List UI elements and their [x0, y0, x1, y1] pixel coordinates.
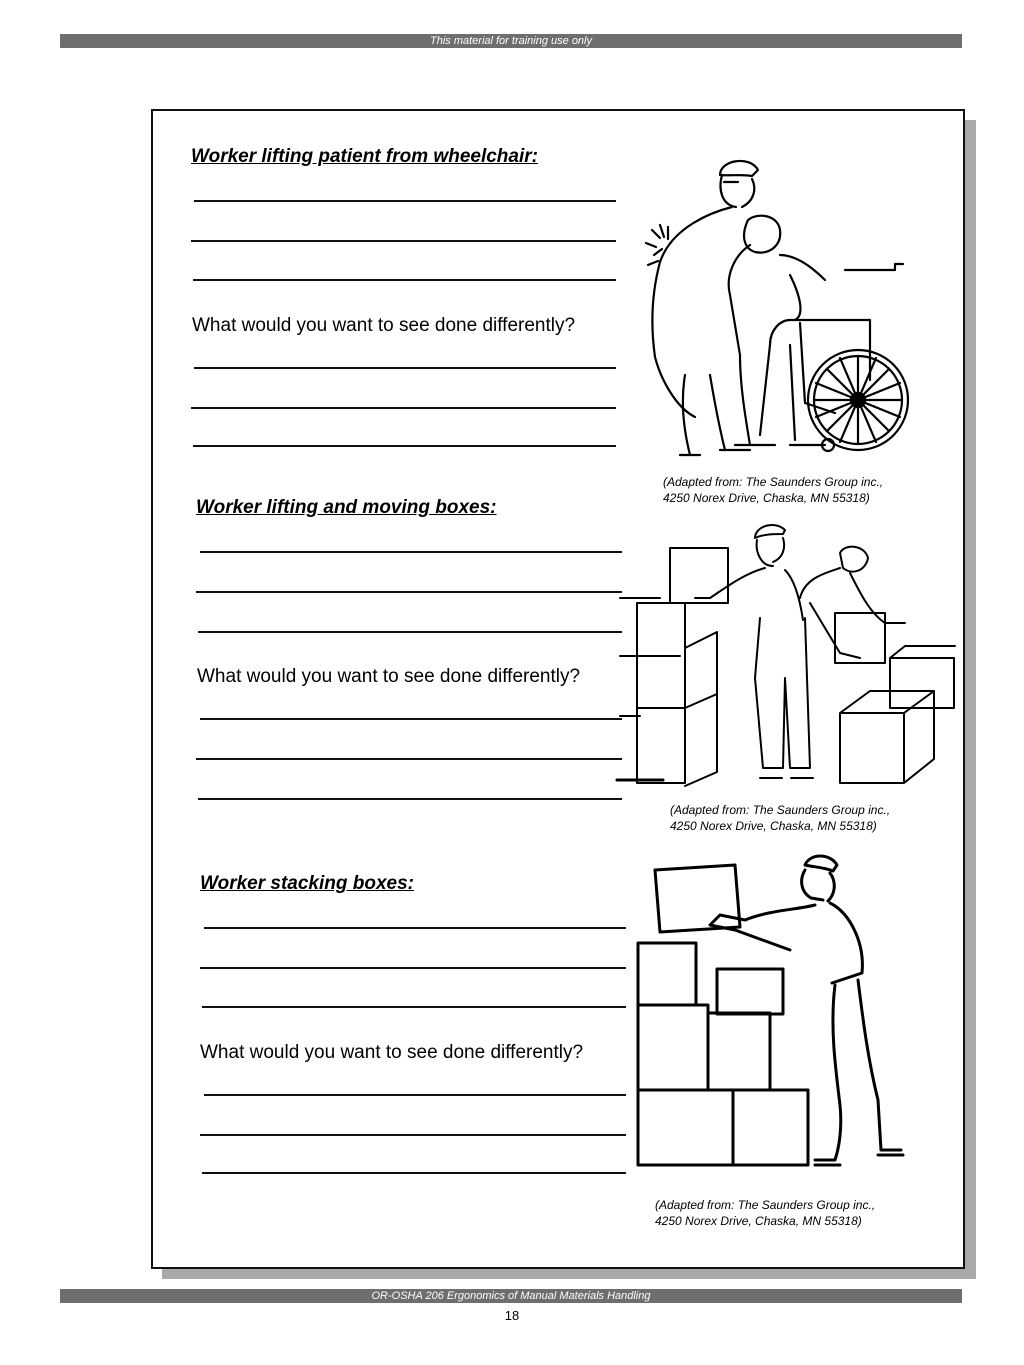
section-2-question: What would you want to see done differently?: [197, 666, 581, 687]
answer-line: [204, 927, 626, 929]
answer-line: [200, 1134, 626, 1136]
course-title: OR-OSHA 206 Ergonomics of Manual Materials Handling: [371, 1290, 651, 1302]
answer-line: [198, 798, 622, 800]
answer-line: [191, 407, 616, 409]
section-3-heading: Worker stacking boxes:: [200, 873, 415, 894]
page-number: 18: [504, 1308, 520, 1323]
section-1-question: What would you want to see done differently?: [192, 315, 576, 336]
bottom-banner: [60, 1289, 962, 1303]
workers-moving-boxes-illustration: [615, 508, 960, 793]
answer-line: [196, 591, 622, 593]
worker-lifting-patient-illustration: [640, 145, 920, 465]
answer-line: [204, 1094, 626, 1096]
section-3-credit: (Adapted from: The Saunders Group inc., 4250 Norex Drive, Chaska, MN 55318): [655, 1198, 876, 1228]
answer-line: [196, 758, 622, 760]
section-2-credit: (Adapted from: The Saunders Group inc., 4250 Norex Drive, Chaska, MN 55318): [670, 803, 891, 833]
section-1-credit: (Adapted from: The Saunders Group inc., 4250 Norex Drive, Chaska, MN 55318): [663, 475, 884, 505]
section-2-heading: Worker lifting and moving boxes:: [196, 497, 497, 518]
section-1-heading: Worker lifting patient from wheelchair:: [191, 146, 538, 167]
training-notice: This material for training use only: [429, 35, 592, 47]
answer-line: [191, 240, 616, 242]
answer-line: [194, 200, 616, 202]
answer-line: [202, 1006, 626, 1008]
answer-line: [198, 631, 622, 633]
answer-line: [200, 551, 622, 553]
worker-stacking-boxes-illustration: [630, 845, 920, 1180]
answer-line: [194, 367, 616, 369]
answer-line: [193, 445, 616, 447]
answer-line: [193, 279, 616, 281]
answer-line: [200, 718, 622, 720]
section-3-question: What would you want to see done differently?: [200, 1042, 584, 1063]
answer-line: [200, 967, 626, 969]
top-banner: [60, 34, 962, 48]
answer-line: [202, 1172, 626, 1174]
